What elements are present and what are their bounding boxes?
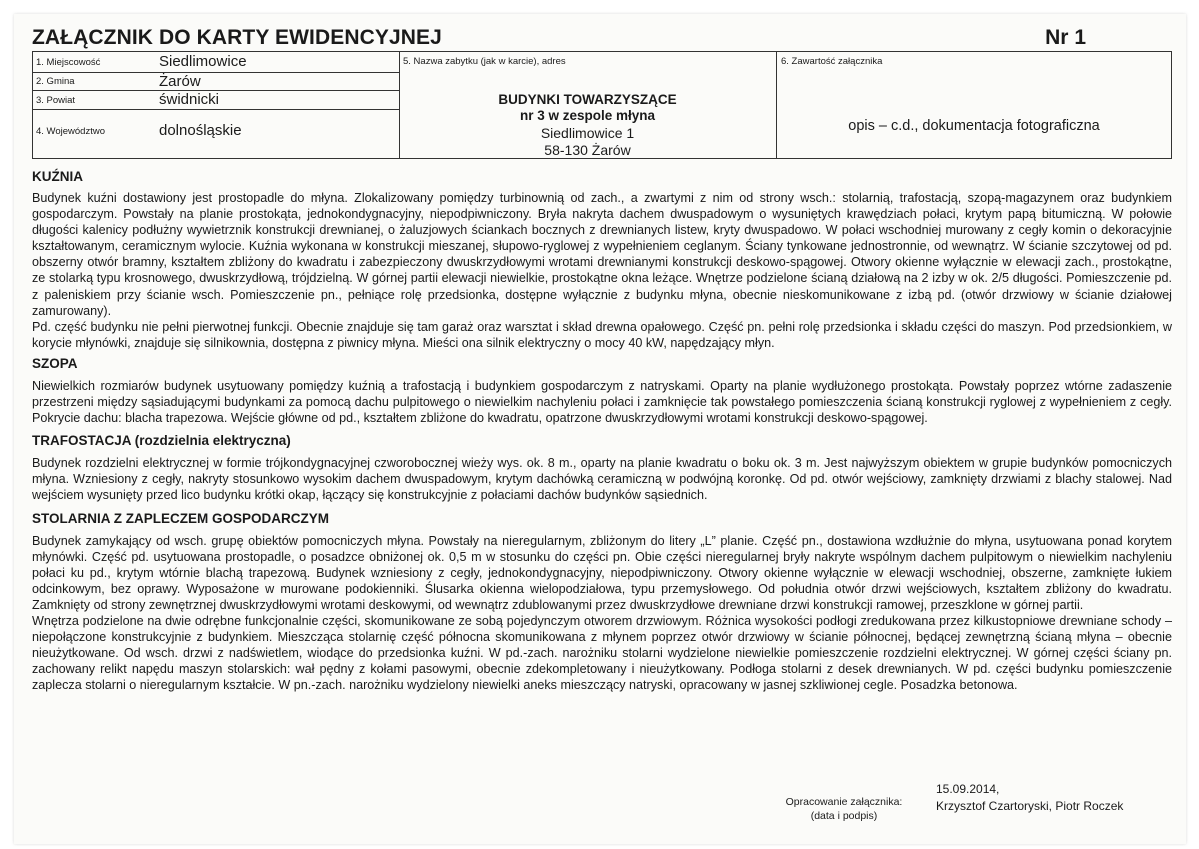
footer-label-line1: Opracowanie załącznika: bbox=[785, 796, 903, 808]
footer-label-line2: (data i podpis) bbox=[810, 810, 878, 822]
monument-column bbox=[399, 52, 777, 158]
section-paragraph: Budynek zamykający od wsch. grupę obiektów pomocniczych młyna. Powstały na nieregularnym, zbliżonym do litery „L” planie. Część pn., dostawiona wzdłużnie do młyna, usytuowana ponad korytem młynówki. Część pd. usytuowana prostopadle, o posadzce obniżonej ok. 0,5 m w stosunku do części pn. Obie części nieregularnej bryły nakryte wspólnym dachem pulpitowym o niewielkim nachyleniu połaci ku pd., krytym wtórnie blachą trapezową. Budynek wzniesiony z cegły, jednokondygnacyjny, niepodpiwniczony. Otwory okienne wyłącznie w elewacji wschodniej, obszerne, zamknięte łukiem odcinkowym, bez oprawy. Wyposażone w murowane podokienniki. Ślusarka okienna wielopodziałowa, typu przemysłowego. Od południa otwór drzwi wejściowych, kształtem zbliżony do kwadratu. Zamknięty od strony zewnętrznej dwuskrzydłowymi wrotami deskowymi, od wewnątrz zdublowanymi przez dwuskrzydłowe drewniane drzwi konstrukcji ramowej, przeszklone w górnej partii. bbox=[32, 533, 1172, 612]
section-paragraph: Pd. część budynku nie pełni pierwotnej funkcji. Obecnie znajduje się tam garaż oraz warsztat i skład drewna opałowego. Część pn. pełni rolę przedsionka i składu części do maszyn. Pod przedsionkiem, w korycie młynówki, znajduje się silnikownia, dostępna z piwnicy młyna. Mieści ona silnik elektryczny o mocy 40 kW, napędzający młyn. bbox=[32, 319, 1172, 350]
document-title: ZAŁĄCZNIK DO KARTY EWIDENCYJNEJ bbox=[32, 26, 442, 49]
contents-label: 6. Zawartość załącznika bbox=[781, 56, 883, 67]
section-trafostacja bbox=[32, 432, 1172, 503]
section-title: TRAFOSTACJA (rozdzielnia elektryczna) bbox=[32, 433, 291, 449]
attachment-number: Nr 1 bbox=[1045, 26, 1086, 49]
location-value: Żarów bbox=[159, 73, 201, 90]
location-row bbox=[33, 52, 399, 73]
monument-address-line1: Siedlimowice 1 bbox=[540, 125, 635, 141]
footer-label bbox=[774, 795, 914, 823]
footer-date: 15.09.2014, bbox=[936, 782, 1000, 796]
footer-authors: Krzysztof Czartoryski, Piotr Roczek bbox=[936, 799, 1124, 813]
location-value: dolnośląskie bbox=[159, 122, 242, 139]
section-szopa bbox=[32, 355, 1172, 426]
contents-value: opis – c.d., dokumentacja fotograficzna bbox=[848, 118, 1100, 134]
location-value: świdnicki bbox=[159, 91, 220, 108]
header-table bbox=[32, 51, 1172, 159]
section-title: KUŹNIA bbox=[32, 169, 83, 184]
section-paragraph: Budynek kuźni dostawiony jest prostopadle do młyna. Zlokalizowany pomiędzy turbinownią od zach., a zwartymi z nim od strony wsch.: stolarnią, trafostacją, szopą-magazynem oraz budynkiem gospodarczym. Powstały na planie prostokąta, jednokondygnacyjny, niepodpiwniczony. Bryła nakryta dachem dwuspadowym o wysuniętych krawędziach połaci, krytym papą bitumiczną. W połowie długości kalenicy podłużny wywietrznik konstrukcji drewnianej, o żaluzjowych ściankach bocznych z drewnianych listew, kryty dwuspadowo. W połaci wschodniej murowany z cegły komin o dekoracyjnie kształtowanym, ceramicznym wylocie. Kuźnia wykonana w konstrukcji mieszanej, słupowo-ryglowej z wypełnieniem ceglanym. Ściany tynkowane jednostronnie, od wewnątrz. W ścianie szczytowej od pd. obszerny otwór bramny, kształtem zbliżony do kwadratu i zabezpieczony dwuskrzydłowymi wrotami drewnianymi konstrukcji deskowo-spągowej. Otwory okienne wyłącznie w elewacji zach., prostokątne, ze stolarką typu krosnowego, dwuskrzydłową, trójdzielną. W górnej partii elewacji niewielkie, prostokątne okna leżące. Wnętrze podzielone ścianą działową na 2 izby w ok. 2/5 długości. Pomieszczenie pd. z paleniskiem przy ścianie wsch. Pomieszczenie pn., pełniące rolę przedsionka, dostępne wyłącznie z budynku młyna, obecnie nieskomunikowane z izbą pd. (otwór drzwiowy w ścianie działowej zamurowany). bbox=[32, 191, 1172, 318]
location-label: 1. Miejscowość bbox=[36, 57, 101, 68]
location-row bbox=[33, 110, 399, 158]
location-label: 3. Powiat bbox=[36, 95, 76, 106]
section-title: SZOPA bbox=[32, 355, 78, 371]
monument-name-line2: nr 3 w zespole młyna bbox=[519, 108, 656, 123]
location-value: Siedlimowice bbox=[159, 53, 247, 70]
section-stolarnia bbox=[32, 510, 1172, 694]
document-body bbox=[32, 162, 1172, 693]
document-page bbox=[14, 14, 1186, 844]
location-label: 4. Województwo bbox=[36, 126, 105, 137]
section-paragraph: Budynek rozdzielni elektrycznej w formie trójkondygnacyjnej czworobocznej wieży wys. ok. 8 m., oparty na planie kwadratu o boku ok. 3 m. Jest najwyższym obiektem w grupie budynków pomocniczych młyna. Wzniesiony z cegły, nakryty stosunkowo wysokim dachem dwuspadowym, krytym dachówką ceramiczną w podwójną koronkę. Od pd. otwór wejściowy, zamknięty drzwiami z blachy stalowej. Nad wejściem wysunięty przed lico budynku krótki okap, łączący się konstrukcyjnie z połaciami dachów budynków sąsiednich. bbox=[32, 456, 1172, 503]
location-label: 2. Gmina bbox=[36, 76, 75, 87]
contents-column bbox=[777, 52, 1171, 158]
monument-address-line2: 58-130 Żarów bbox=[544, 142, 631, 158]
monument-label: 5. Nazwa zabytku (jak w karcie), adres bbox=[403, 56, 566, 67]
section-paragraph: Niewielkich rozmiarów budynek usytuowany pomiędzy kuźnią a trafostacją i budynkiem gospodarczym z natryskami. Oparty na planie wydłużonego prostokąta. Powstały poprzez wtórne zadaszenie przestrzeni między sąsiadującymi budynkami za pomocą dachu pulpitowego o niewielkim nachyleniu połaci i zamknięcie tak powstałego pomieszczenia ścianą konstrukcji ryglowej z wypełnieniem z cegły. Pokrycie dachu: blacha trapezowa. Wejście główne od pd., kształtem zbliżone do kwadratu, opatrzone dwuskrzydłowymi wrotami konstrukcji deskowo-spągowej. bbox=[32, 378, 1172, 426]
location-row bbox=[33, 91, 399, 110]
monument-name-line1: BUDYNKI TOWARZYSZĄCE bbox=[498, 92, 677, 107]
section-title: STOLARNIA Z ZAPLECZEM GOSPODARCZYM bbox=[32, 510, 329, 526]
section-kuznia bbox=[32, 168, 1172, 351]
section-paragraph: Wnętrza podzielone na dwie odrębne funkcjonalnie części, skomunikowane ze sobą pojedynczym otworem drzwiowym. Różnica wysokości podłogi zredukowana przez kilkustopniowe drewniane schody – niepołączone konstrukcyjnie z budynkiem. Mieszcząca stolarnię część północna skomunikowana z młynem poprzez otwór drzwiowy w ścianie północnej, będącej zewnętrzną ścianą młyna – obecnie nieużytkowane. Od wsch. drzwi z nadświetlem, wiodące do przedsionka kuźni. W pd.-zach. narożniku stolarni wydzielone niewielkie pomieszczenie rozdzielni elektrycznej. W górnej części ściany pn. zachowany relikt napędu maszyn stolarskich: wał pędny z kołami pasowymi, obecnie zdekompletowany i nieużytkowany. Podłoga stolarni z desek drewnianych. W pd. części budynku pomieszczenie zaplecza stolarni o nieregularnym kształcie. W pn.-zach. narożniku wydzielony niewielki aneks mieszczący natryski, opracowany w jasnej szkliwionej cegle. Posadzka betonowa. bbox=[32, 613, 1172, 693]
location-row bbox=[33, 73, 399, 91]
location-column bbox=[33, 52, 400, 158]
